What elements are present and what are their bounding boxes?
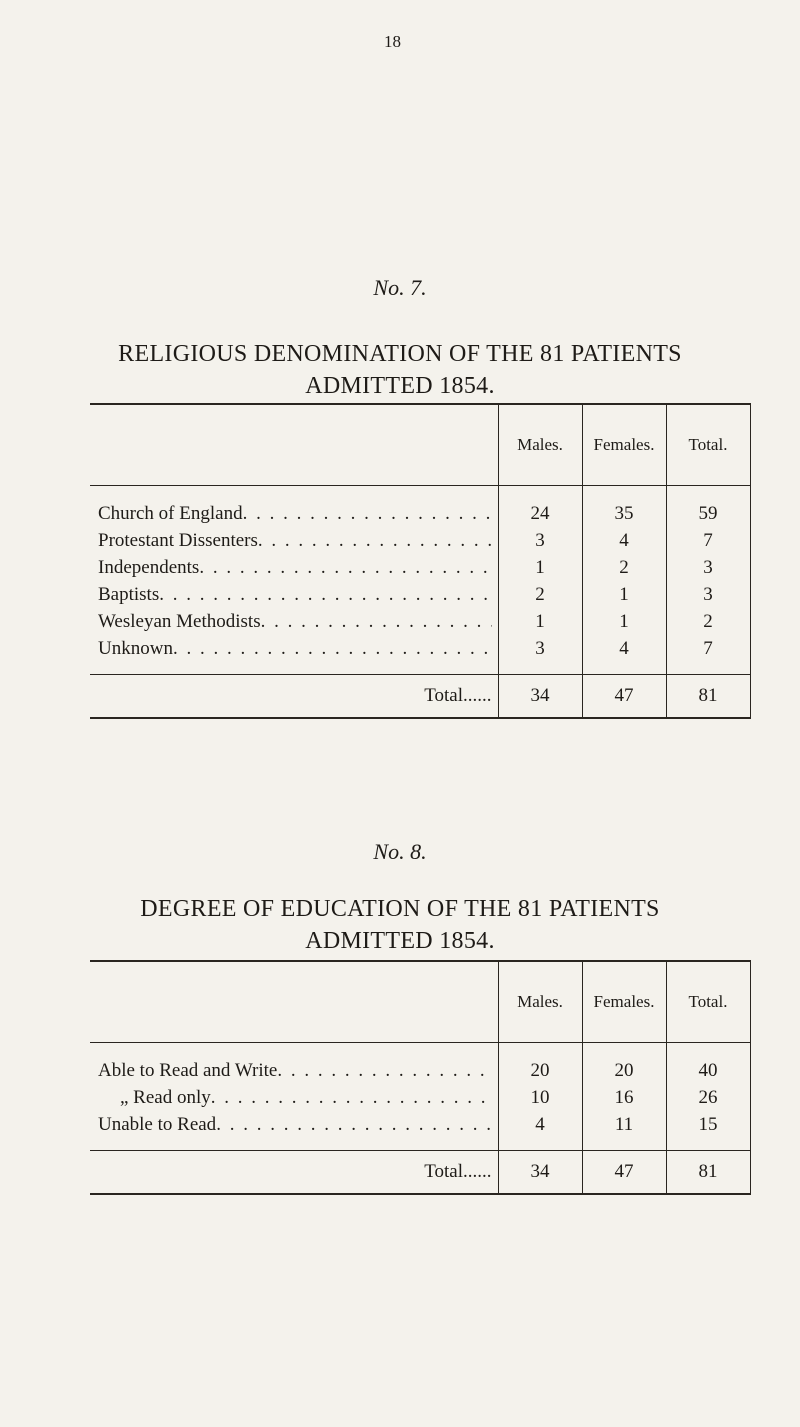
- table-row: [90, 608, 750, 635]
- cell-total: 15: [666, 1111, 750, 1151]
- page-number: 18: [384, 32, 401, 51]
- cell-males: 24: [498, 486, 582, 528]
- table-row: [90, 527, 750, 554]
- total-males: 34: [498, 1151, 582, 1195]
- header-males: Males.: [498, 961, 582, 1043]
- cell-total: 2: [666, 608, 750, 635]
- cell-males: 4: [498, 1111, 582, 1151]
- row-label: Church of England: [98, 502, 243, 524]
- row-label: Unable to Read: [98, 1113, 217, 1135]
- table-row: [90, 486, 750, 528]
- cell-males: 3: [498, 635, 582, 675]
- row-label: Able to Read and Write: [98, 1059, 278, 1081]
- cell-females: 4: [582, 527, 666, 554]
- cell-males: 3: [498, 527, 582, 554]
- cell-females: 4: [582, 635, 666, 675]
- header-blank: [90, 404, 498, 486]
- table-8-title-line-1: DEGREE OF EDUCATION OF THE 81 PATIENTS: [140, 896, 660, 922]
- cell-females: 20: [582, 1043, 666, 1085]
- cell-total: 40: [666, 1043, 750, 1085]
- table-row: [90, 581, 750, 608]
- table-row: [90, 1111, 750, 1151]
- cell-total: 26: [666, 1084, 750, 1111]
- row-label: Unknown: [98, 637, 173, 659]
- cell-total: 3: [666, 581, 750, 608]
- education-table: [90, 960, 750, 1195]
- table-8-number: No. 8.: [373, 839, 427, 864]
- table-8-title-line-2: ADMITTED 1854.: [305, 928, 495, 954]
- cell-females: 1: [582, 608, 666, 635]
- cell-females: 2: [582, 554, 666, 581]
- cell-total: 7: [666, 635, 750, 675]
- cell-males: 1: [498, 554, 582, 581]
- table-7-title-line-1: RELIGIOUS DENOMINATION OF THE 81 PATIENTS: [118, 341, 682, 367]
- table-row: [90, 554, 750, 581]
- cell-males: 10: [498, 1084, 582, 1111]
- total-label: Total......: [90, 675, 498, 719]
- header-blank: [90, 961, 498, 1043]
- header-females: Females.: [582, 961, 666, 1043]
- table-7-title-line-2: ADMITTED 1854.: [305, 373, 495, 399]
- table-row: [90, 1043, 750, 1085]
- table-row: [90, 635, 750, 675]
- cell-females: 1: [582, 581, 666, 608]
- row-label: Independents: [98, 556, 200, 578]
- header-females: Females.: [582, 404, 666, 486]
- cell-females: 11: [582, 1111, 666, 1151]
- table-7-title: [0, 338, 800, 402]
- total-total: 81: [666, 675, 750, 719]
- total-row: [90, 675, 750, 719]
- row-label: Baptists: [98, 583, 160, 605]
- table-8-title: [0, 893, 800, 957]
- table-row: [90, 1084, 750, 1111]
- cell-females: 35: [582, 486, 666, 528]
- header-total: Total.: [666, 404, 750, 486]
- total-label: Total......: [90, 1151, 498, 1195]
- header-total: Total.: [666, 961, 750, 1043]
- cell-total: 59: [666, 486, 750, 528]
- cell-females: 16: [582, 1084, 666, 1111]
- total-males: 34: [498, 675, 582, 719]
- table-7-number: No. 7.: [373, 275, 427, 300]
- total-row: [90, 1151, 750, 1195]
- total-total: 81: [666, 1151, 750, 1195]
- cell-males: 2: [498, 581, 582, 608]
- row-label: Protestant Dissenters: [98, 529, 258, 551]
- row-label: Wesleyan Methodists: [98, 610, 261, 632]
- row-label: „ Read only: [120, 1086, 211, 1108]
- header-males: Males.: [498, 404, 582, 486]
- total-females: 47: [582, 675, 666, 719]
- cell-males: 20: [498, 1043, 582, 1085]
- cell-total: 7: [666, 527, 750, 554]
- cell-total: 3: [666, 554, 750, 581]
- total-females: 47: [582, 1151, 666, 1195]
- cell-males: 1: [498, 608, 582, 635]
- religious-denomination-table: [90, 403, 750, 719]
